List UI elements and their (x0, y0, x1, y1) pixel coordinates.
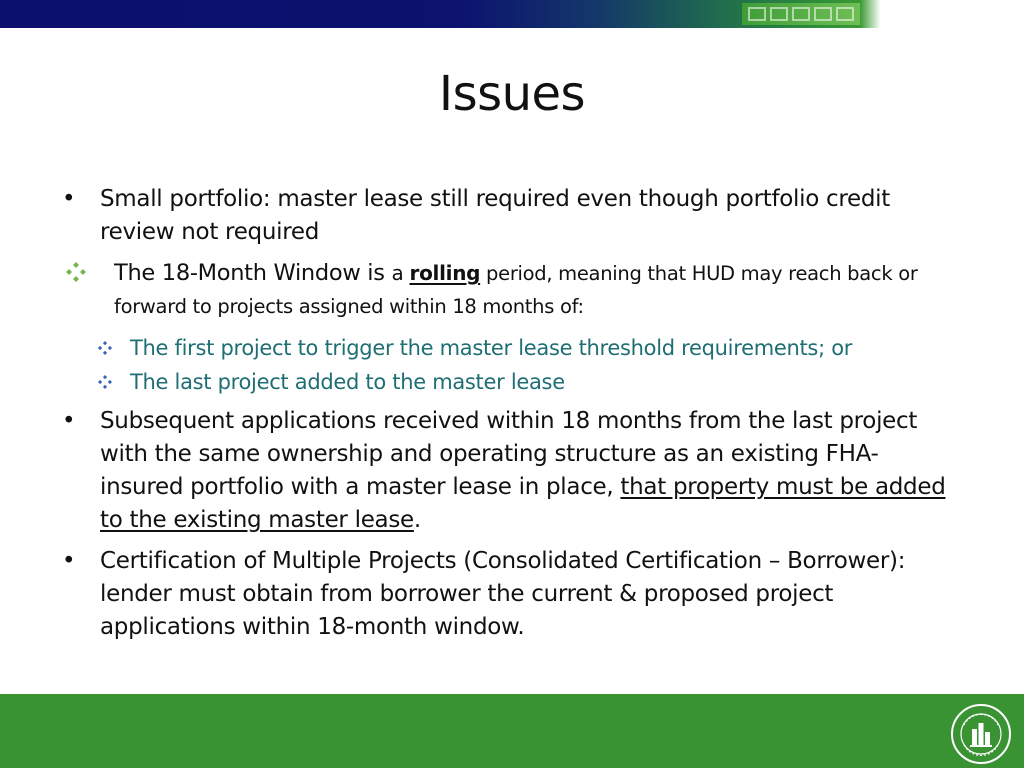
sub-bullet-text: The first project to trigger the master lease threshold requirements; or (130, 336, 853, 360)
bullet-item-1 (62, 183, 952, 249)
bullet-item-3 (62, 405, 952, 537)
top-header-bar (0, 0, 1024, 28)
bullet-text-underlined: that property must be added to the existing master lease (100, 474, 946, 533)
four-diamond-bullet-icon (66, 262, 86, 282)
bullet-text-rolling: rolling (409, 261, 481, 285)
sub-bullet-item-1 (62, 331, 952, 365)
bottom-footer-bar (0, 694, 1024, 768)
sub-bullet-item-2 (62, 365, 952, 399)
bullet-item-2 (62, 257, 952, 323)
bullet-text-lead: The 18-Month Window is (114, 260, 392, 286)
hud-seal-icon (950, 703, 1012, 765)
bullet-text-end: . (413, 507, 421, 533)
four-diamond-bullet-icon (98, 341, 112, 355)
bullet-item-4 (62, 545, 952, 644)
four-diamond-bullet-icon (98, 375, 112, 389)
bullet-text: Small portfolio: master lease still required even though portfolio credit review not required (100, 186, 890, 245)
header-strip-graphic (742, 3, 860, 25)
bullet-text: Certification of Multiple Projects (Consolidated Certification – Borrower): lender must obtain from borrower the current & proposed project applications within 18-month window. (100, 548, 906, 640)
slide-body (62, 183, 952, 652)
bullet-text-a: a (391, 261, 410, 285)
bullet-dot-icon: • (62, 186, 76, 212)
bullet-text: Subsequent applications received within 18 months from the last project with the same ownership and operating structure as an existing FHA-insured portfolio with a master lease in place, (100, 408, 918, 500)
sub-bullet-text: The last project added to the master lease (130, 370, 565, 394)
bullet-dot-icon: • (62, 408, 76, 434)
bullet-text-rest: period, meaning that HUD may reach back or forward to projects assigned within 18 months of: (114, 262, 918, 318)
slide-title: Issues (438, 66, 586, 122)
bullet-dot-icon: • (62, 548, 76, 574)
